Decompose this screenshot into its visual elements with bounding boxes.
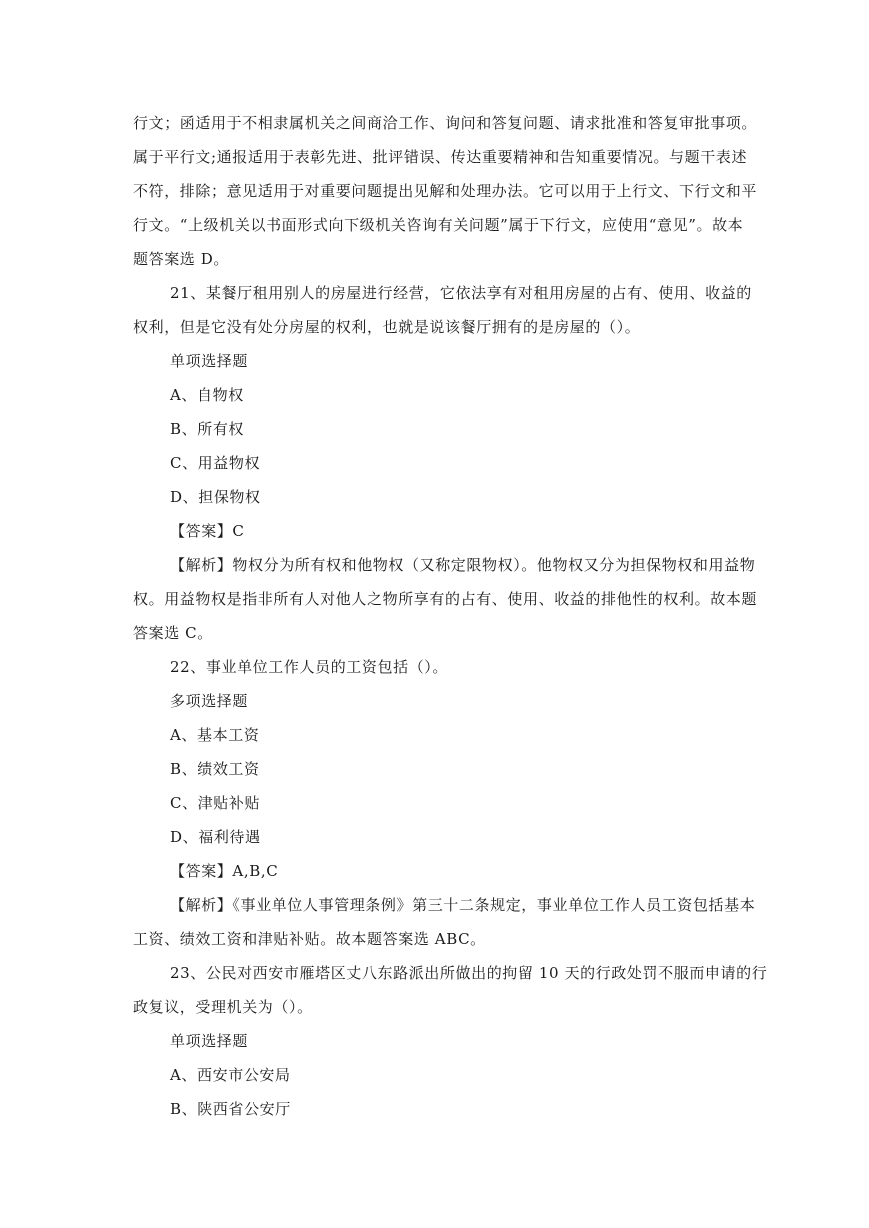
answer-line: 【答案】A,B,C [170,862,279,880]
option-b: B、陕西省公安厅 [170,1100,291,1118]
text-line: 属于平行文;通报适用于表彰先进、批评错误、传达重要精神和告知重要情况。与题干表述 [133,148,748,166]
question-21-stem-cont: 权利，但是它没有处分房屋的权利，也就是说该餐厅拥有的是房屋的（）。 [133,318,641,336]
text-line: 题答案选 D。 [133,250,229,268]
analysis-line: 【解析】《事业单位人事管理条例》第三十二条规定，事业单位工作人员工资包括基本 [170,896,756,914]
question-type-label: 单项选择题 [170,1032,249,1050]
option-d: D、担保物权 [170,488,261,506]
question-22-stem: 22、事业单位工作人员的工资包括（）。 [170,658,448,676]
text-line: 行文。“上级机关以书面形式向下级机关咨询有关问题”属于下行文，应使用“意见”。故本 [133,216,744,234]
option-d: D、福利待遇 [170,828,261,846]
question-type-label: 单项选择题 [170,352,249,370]
answer-line: 【答案】C [170,522,245,540]
text-line: 不符，排除；意见适用于对重要问题提出见解和处理办法。它可以用于上行文、下行文和平 [133,182,758,200]
analysis-line: 【解析】物权分为所有权和他物权（又称定限物权）。他物权又分为担保物权和用益物 [170,556,756,574]
question-21-stem: 21、某餐厅租用别人的房屋进行经营，它依法享有对租用房屋的占有、使用、收益的 [170,284,752,302]
question-type-label: 多项选择题 [170,692,249,710]
analysis-line: 权。用益物权是指非所有人对他人之物所享有的占有、使用、收益的排他性的权利。故本题 [133,590,758,608]
option-c: C、津贴补贴 [170,794,261,812]
option-a: A、西安市公安局 [170,1066,291,1084]
option-b: B、绩效工资 [170,760,260,778]
text-line: 行文；函适用于不相隶属机关之间商洽工作、询问和答复问题、请求批准和答复审批事项。 [133,114,758,132]
question-23-stem: 23、公民对西安市雁塔区丈八东路派出所做出的拘留 10 天的行政处罚不服而申请的行 [170,964,768,982]
question-23-stem-cont: 政复议，受理机关为（）。 [133,998,313,1016]
analysis-line: 工资、绩效工资和津贴补贴。故本题答案选 ABC。 [133,930,486,948]
option-b: B、所有权 [170,420,245,438]
analysis-line: 答案选 C。 [133,624,213,642]
option-a: A、自物权 [170,386,244,404]
option-c: C、用益物权 [170,454,261,472]
option-a: A、基本工资 [170,726,260,744]
